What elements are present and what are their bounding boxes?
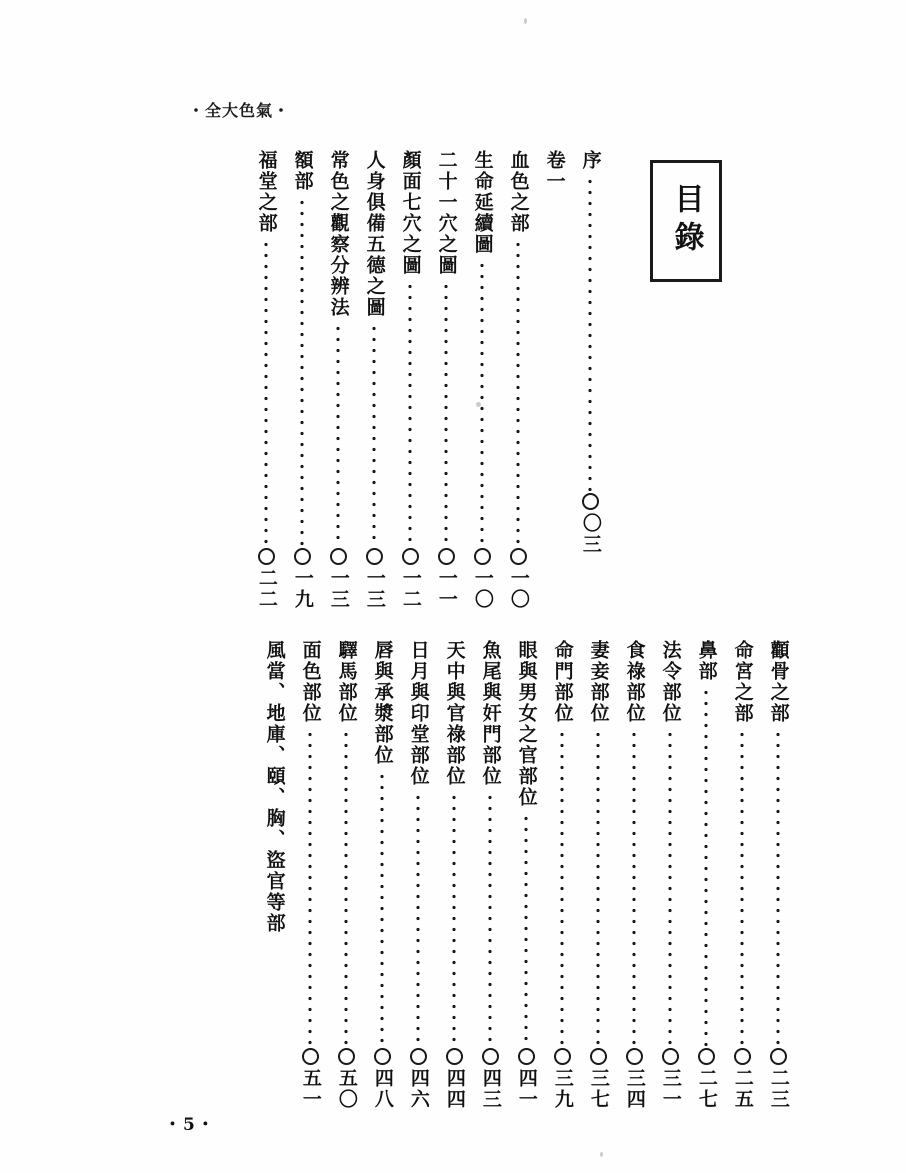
toc-section-lower xyxy=(176,640,796,1110)
toc-entry-label: 食祿部位 xyxy=(623,640,646,724)
toc-entry-label: 顏面七穴之圖 xyxy=(399,150,422,276)
toc-page-number: 一〇 xyxy=(507,568,530,610)
toc-dot-leader xyxy=(524,813,528,1046)
toc-page-marker xyxy=(330,548,347,565)
toc-entry[interactable] xyxy=(544,640,580,1110)
toc-entry-label: 卷一 xyxy=(543,150,566,192)
toc-entry[interactable] xyxy=(248,150,284,610)
toc-entry-label: 風當、地庫、頤、胸、盜官等部 xyxy=(263,640,286,934)
toc-page-number: 三一 xyxy=(659,1068,682,1110)
toc-page-number: 一〇 xyxy=(471,568,494,610)
toc-entry[interactable] xyxy=(356,150,392,610)
toc-section-upper xyxy=(176,150,608,610)
toc-page-marker xyxy=(482,1048,499,1065)
toc-dot-leader xyxy=(344,729,348,1046)
running-head: ・全大色氣・ xyxy=(188,101,291,120)
toc-page-marker xyxy=(510,548,527,565)
toc-page-marker xyxy=(554,1048,571,1065)
toc-dot-leader xyxy=(596,729,600,1046)
toc-entry[interactable] xyxy=(760,640,796,1110)
toc-page-marker xyxy=(590,1048,607,1065)
toc-entry[interactable] xyxy=(472,640,508,1110)
toc-entry-label: 命宮之部 xyxy=(731,640,754,724)
toc-page-number: 四六 xyxy=(407,1068,430,1110)
toc-dot-leader xyxy=(300,197,304,546)
toc-entry-label: 血色之部 xyxy=(507,150,530,234)
toc-page-number: 二七 xyxy=(695,1068,718,1110)
toc-dot-leader xyxy=(488,792,492,1046)
toc-entry-label: 驛馬部位 xyxy=(335,640,358,724)
toc-dot-leader xyxy=(452,792,456,1046)
toc-entry[interactable] xyxy=(572,150,608,555)
toc-entry-label: 額部 xyxy=(291,150,314,192)
toc-entry-label: 常色之觀察分辨法 xyxy=(327,150,350,318)
toc-entry[interactable] xyxy=(616,640,652,1110)
toc-page-marker xyxy=(338,1048,355,1065)
toc-entry[interactable] xyxy=(292,640,328,1110)
toc-entry-label: 眼與男女之官部位 xyxy=(515,640,538,808)
toc-entry-label: 鼻部 xyxy=(695,640,718,682)
toc-page-number: 二五 xyxy=(731,1068,754,1110)
toc-entry[interactable] xyxy=(392,150,428,610)
page-title: 目錄 xyxy=(668,183,704,259)
toc-page-number: 一二 xyxy=(399,568,422,610)
toc-dot-leader xyxy=(372,323,376,546)
toc-page-marker xyxy=(446,1048,463,1065)
toc-page-number: 三四 xyxy=(623,1068,646,1110)
toc-page-number: 二二 xyxy=(255,568,278,610)
toc-dot-leader xyxy=(380,771,384,1046)
toc-page-number: 五〇 xyxy=(335,1068,358,1110)
toc-dot-leader xyxy=(444,281,448,546)
toc-page-number: 四四 xyxy=(443,1068,466,1110)
toc-entry[interactable] xyxy=(464,150,500,610)
toc-page-marker xyxy=(402,548,419,565)
toc-entry[interactable] xyxy=(652,640,688,1110)
toc-dot-leader xyxy=(668,729,672,1046)
toc-dot-leader xyxy=(588,176,592,491)
toc-dot-leader xyxy=(740,729,744,1046)
toc-page-marker xyxy=(518,1048,535,1065)
toc-dot-leader xyxy=(416,792,420,1046)
toc-page-marker xyxy=(302,1048,319,1065)
toc-page-number: 一三 xyxy=(327,568,350,610)
toc-entry-label: 序 xyxy=(579,150,602,171)
toc-entry-label: 生命延續圖 xyxy=(471,150,494,255)
scan-speck xyxy=(524,18,527,24)
toc-page-marker xyxy=(366,548,383,565)
toc-dot-leader xyxy=(480,260,484,546)
toc-entry-label: 妻妾部位 xyxy=(587,640,610,724)
scan-speck xyxy=(600,1152,603,1157)
toc-page-marker xyxy=(770,1048,787,1065)
toc-page-number: 一九 xyxy=(291,568,314,610)
toc-page-number: 四三 xyxy=(479,1068,502,1110)
toc-dot-leader xyxy=(632,729,636,1046)
toc-entry-label: 人身俱備五德之圖 xyxy=(363,150,386,318)
toc-entry[interactable] xyxy=(328,640,364,1110)
toc-entry[interactable] xyxy=(428,150,464,610)
toc-dot-leader xyxy=(408,281,412,546)
toc-page-marker xyxy=(294,548,311,565)
toc-entry[interactable] xyxy=(580,640,616,1110)
toc-entry[interactable] xyxy=(500,150,536,610)
toc-entry-label: 顴骨之部 xyxy=(767,640,790,724)
toc-dot-leader xyxy=(560,729,564,1046)
toc-page-number: 〇三 xyxy=(579,512,602,555)
toc-page-number: 四一 xyxy=(515,1068,538,1110)
toc-page-number: 一三 xyxy=(363,568,386,610)
toc-entry[interactable] xyxy=(400,640,436,1110)
toc-dot-leader xyxy=(308,729,312,1046)
toc-entry-label: 面色部位 xyxy=(299,640,322,724)
toc-page-number: 一一 xyxy=(435,568,458,610)
toc-entry[interactable] xyxy=(688,640,724,1110)
toc-page-marker xyxy=(734,1048,751,1065)
toc-page-number: 四八 xyxy=(371,1068,394,1110)
toc-dot-leader xyxy=(516,239,520,546)
toc-page-marker xyxy=(626,1048,643,1065)
toc-entry-label: 福堂之部 xyxy=(255,150,278,234)
toc-entry-label: 日月與印堂部位 xyxy=(407,640,430,787)
toc-entry-label: 唇與承漿部位 xyxy=(371,640,394,766)
page-folio: ・5・ xyxy=(164,1115,216,1135)
toc-page-marker xyxy=(698,1048,715,1065)
toc-entry[interactable] xyxy=(436,640,472,1110)
toc-entry[interactable] xyxy=(536,150,572,389)
toc-entry-label: 法令部位 xyxy=(659,640,682,724)
toc-entry[interactable] xyxy=(320,150,356,610)
toc-entry[interactable] xyxy=(724,640,760,1110)
toc-dot-leader xyxy=(264,239,268,546)
toc-page-number: 五一 xyxy=(299,1068,322,1110)
toc-page-marker xyxy=(474,548,491,565)
toc-page-number: 三七 xyxy=(587,1068,610,1110)
toc-dot-leader xyxy=(704,687,708,1046)
toc-dot-leader xyxy=(776,729,780,1046)
toc-page-marker xyxy=(438,548,455,565)
toc-page-marker xyxy=(582,493,599,510)
toc-entry[interactable] xyxy=(256,640,292,1054)
toc-entry[interactable] xyxy=(284,150,320,610)
toc-page-marker xyxy=(662,1048,679,1065)
toc-page-number: 二三 xyxy=(767,1068,790,1110)
toc-entry[interactable] xyxy=(364,640,400,1110)
toc-page-marker xyxy=(410,1048,427,1065)
toc-title-box xyxy=(650,160,722,282)
toc-entry-label: 二十一穴之圖 xyxy=(435,150,458,276)
toc-dot-leader xyxy=(336,323,340,546)
toc-entry-label: 天中與官祿部位 xyxy=(443,640,466,787)
toc-page-marker xyxy=(258,548,275,565)
toc-entry-label: 魚尾與奸門部位 xyxy=(479,640,502,787)
toc-page-number: 三九 xyxy=(551,1068,574,1110)
toc-entry-label: 命門部位 xyxy=(551,640,574,724)
toc-page-marker xyxy=(374,1048,391,1065)
toc-entry[interactable] xyxy=(508,640,544,1110)
